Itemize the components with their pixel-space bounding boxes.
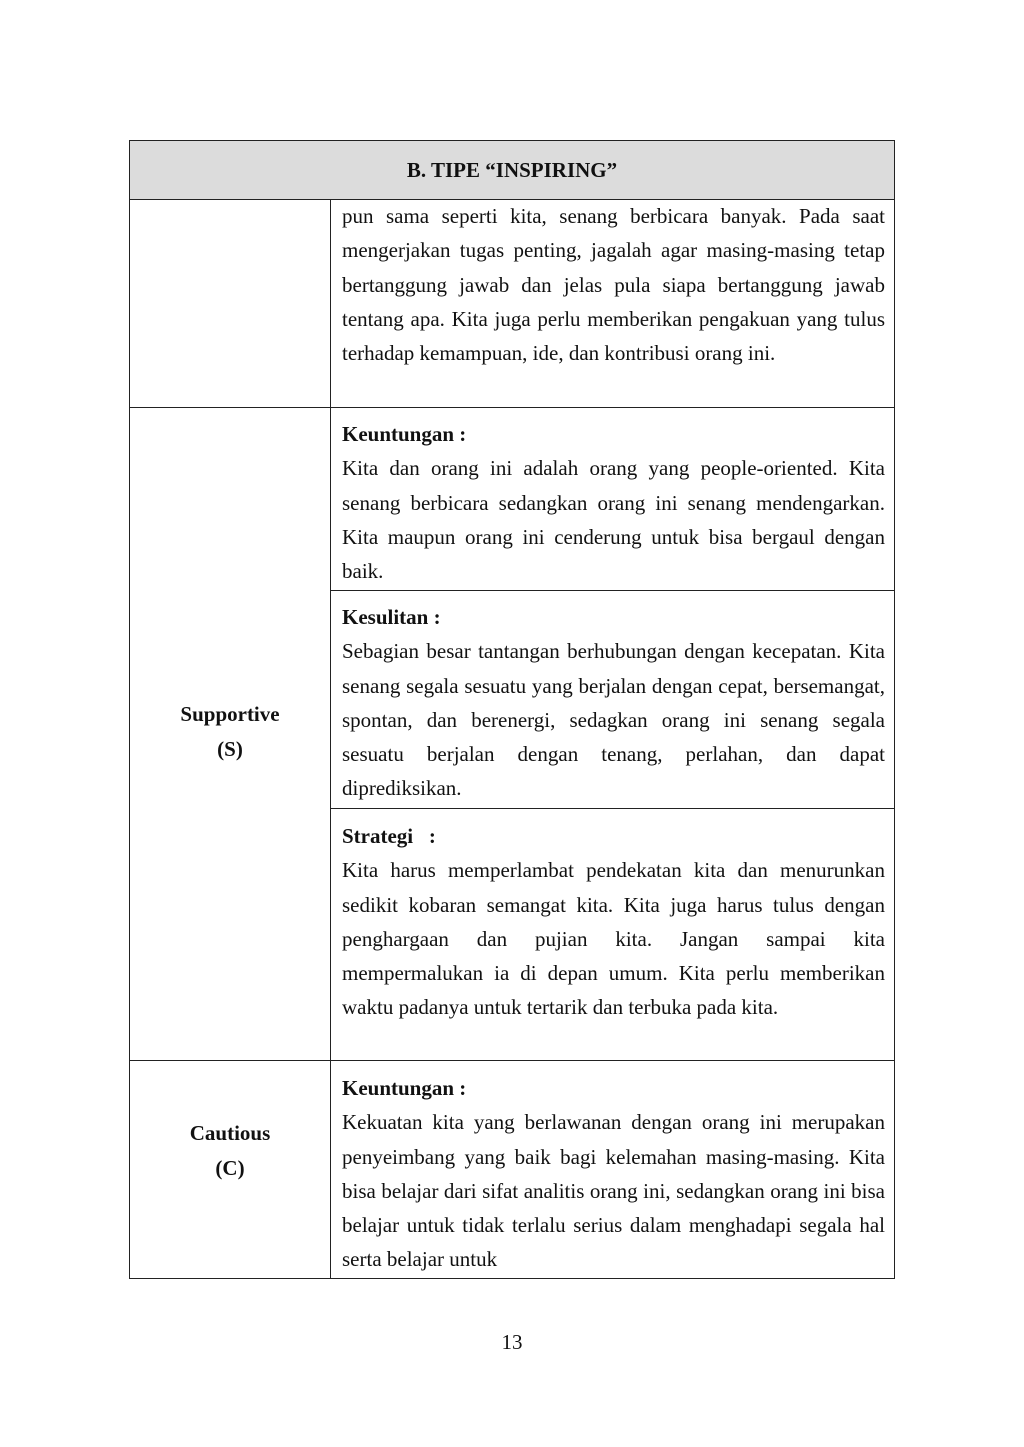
- cell-divider: [330, 590, 894, 591]
- cautious-keuntungan-cell: [342, 1071, 885, 1277]
- row-label-cautious: [130, 1116, 330, 1186]
- cell-text: Sebagian besar tantangan berhubungan dengan kecepatan. Kita senang segala sesuatu yang berjalan dengan cepat, bersemangat, spontan, dan berenergi, sedagkan orang ini senang segala sesuatu berjalan dengan tenang, perlahan, dan dapat diprediksikan.: [342, 639, 885, 801]
- supportive-keuntungan-cell: [342, 417, 885, 588]
- cell-divider: [330, 808, 894, 809]
- row-divider: [130, 407, 894, 408]
- cell-heading: Kesulitan :: [342, 605, 441, 629]
- cell-heading: Strategi :: [342, 824, 436, 848]
- cell-heading: Keuntungan :: [342, 422, 467, 446]
- row-label-code: (C): [215, 1156, 245, 1180]
- row-label-supportive: [130, 697, 330, 767]
- supportive-kesulitan-cell: [342, 600, 885, 806]
- cell-text: pun sama seperti kita, senang berbicara banyak. Pada saat mengerjakan tugas penting, jagalah agar masing-masing tetap bertanggung jawab dan jelas pula siapa bertanggung jawab tentang apa. Kita juga perlu memberikan pengakuan yang tulus terhadap kemampuan, ide, dan kontribusi orang ini.: [342, 204, 885, 366]
- row-label-name: Supportive: [180, 702, 280, 726]
- cell-text: Kita dan orang ini adalah orang yang people-oriented. Kita senang berbicara sedangkan orang ini senang mendengarkan. Kita maupun orang ini cenderung untuk bisa bergaul dengan baik.: [342, 456, 885, 584]
- table-header: B. TIPE “INSPIRING”: [130, 141, 894, 200]
- page-number: 13: [501, 1330, 523, 1354]
- row-label-code: (S): [217, 737, 243, 761]
- profile-table: [129, 140, 895, 1279]
- cell-heading: Keuntungan :: [342, 1076, 467, 1100]
- continuation-cell: [342, 199, 885, 370]
- supportive-strategi-cell: [342, 819, 885, 1025]
- row-divider: [130, 1060, 894, 1061]
- row-label-name: Cautious: [189, 1121, 271, 1145]
- cell-text: Kekuatan kita yang berlawanan dengan orang ini merupakan penyeimbang yang baik bagi kelemahan masing-masing. Kita bisa belajar dari sifat analitis orang ini, sedangkan orang ini bisa belajar untuk tidak terlalu serius dalam menghadapi segala hal serta belajar untuk: [342, 1110, 885, 1272]
- cell-text: Kita harus memperlambat pendekatan kita dan menurunkan sedikit kobaran semangat kita. Kita juga harus tulus dengan penghargaan dan pujian kita. Jangan sampai kita mempermalukan ia di depan umum. Kita perlu memberikan waktu padanya untuk tertarik dan terbuka pada kita.: [342, 858, 885, 1020]
- column-divider: [330, 200, 331, 1278]
